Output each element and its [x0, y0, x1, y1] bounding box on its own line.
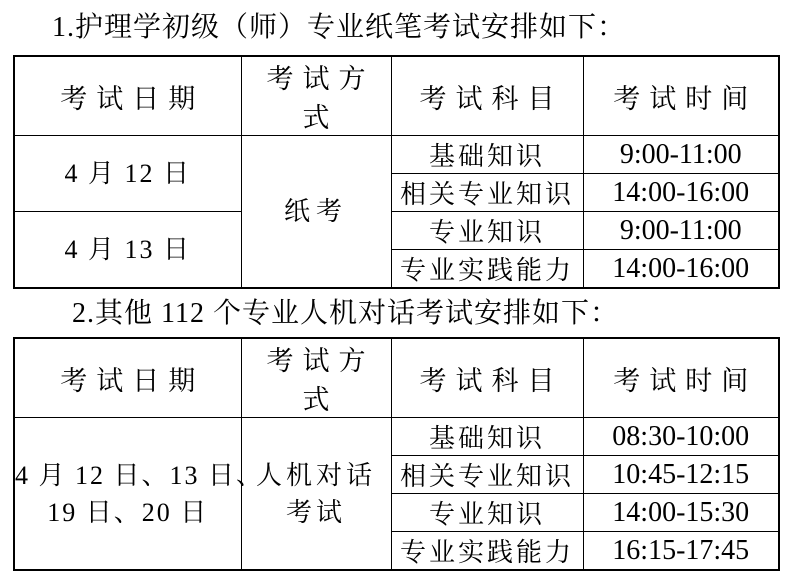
time-cell: 10:45-12:15: [583, 456, 779, 494]
date-cell-apr-12: 4 月 12 日: [14, 136, 241, 212]
method-cell-computer-exam: [241, 418, 391, 571]
table-header-row: [14, 338, 779, 418]
time-cell: 08:30-10:00: [583, 418, 779, 456]
time-cell: 9:00-11:00: [583, 136, 779, 174]
date-line-1: 4 月 12 日、13 日、: [15, 460, 265, 490]
time-cell: 14:00-16:00: [583, 174, 779, 212]
subject-cell: 专业实践能力: [391, 250, 583, 289]
paper-exam-table: [13, 55, 780, 289]
subject-cell: 相关专业知识: [391, 174, 583, 212]
header-exam-method: 考试方式: [241, 338, 391, 418]
subject-cell: 专业实践能力: [391, 532, 583, 571]
section-1-title: 1.护理学初级（师）专业纸笔考试安排如下：: [52, 12, 627, 43]
date-line-2: 19 日、20 日: [47, 497, 209, 527]
header-exam-time: 考试时间: [583, 338, 779, 418]
header-exam-subject: 考试科目: [391, 56, 583, 136]
method-line-1: 人机对话: [255, 460, 376, 490]
table-row: [14, 212, 779, 250]
table-row: [14, 136, 779, 174]
subject-cell: 专业知识: [391, 494, 583, 532]
header-exam-date: 考试日期: [14, 338, 241, 418]
method-line-2: 考试: [285, 497, 346, 527]
date-cell-multi-day: [14, 418, 265, 571]
time-cell: 14:00-16:00: [583, 250, 779, 289]
subject-cell: 基础知识: [391, 418, 583, 456]
time-cell: 9:00-11:00: [583, 212, 779, 250]
header-exam-subject: 考试科目: [391, 338, 583, 418]
subject-cell: 专业知识: [391, 212, 583, 250]
table-row: [14, 418, 779, 456]
subject-cell: 基础知识: [391, 136, 583, 174]
subject-cell: 相关专业知识: [391, 456, 583, 494]
computer-exam-table: [13, 337, 780, 571]
time-cell: 16:15-17:45: [583, 532, 779, 571]
time-cell: 14:00-15:30: [583, 494, 779, 532]
date-cell-apr-13: 4 月 13 日: [14, 212, 241, 289]
header-exam-date: 考试日期: [14, 56, 241, 136]
table-header-row: [14, 56, 779, 136]
header-exam-method: 考试方式: [241, 56, 391, 136]
method-cell-paper-exam: 纸考: [241, 136, 391, 289]
header-exam-time: 考试时间: [583, 56, 779, 136]
section-2-title: 2.其他 112 个专业人机对话考试安排如下：: [72, 298, 619, 329]
